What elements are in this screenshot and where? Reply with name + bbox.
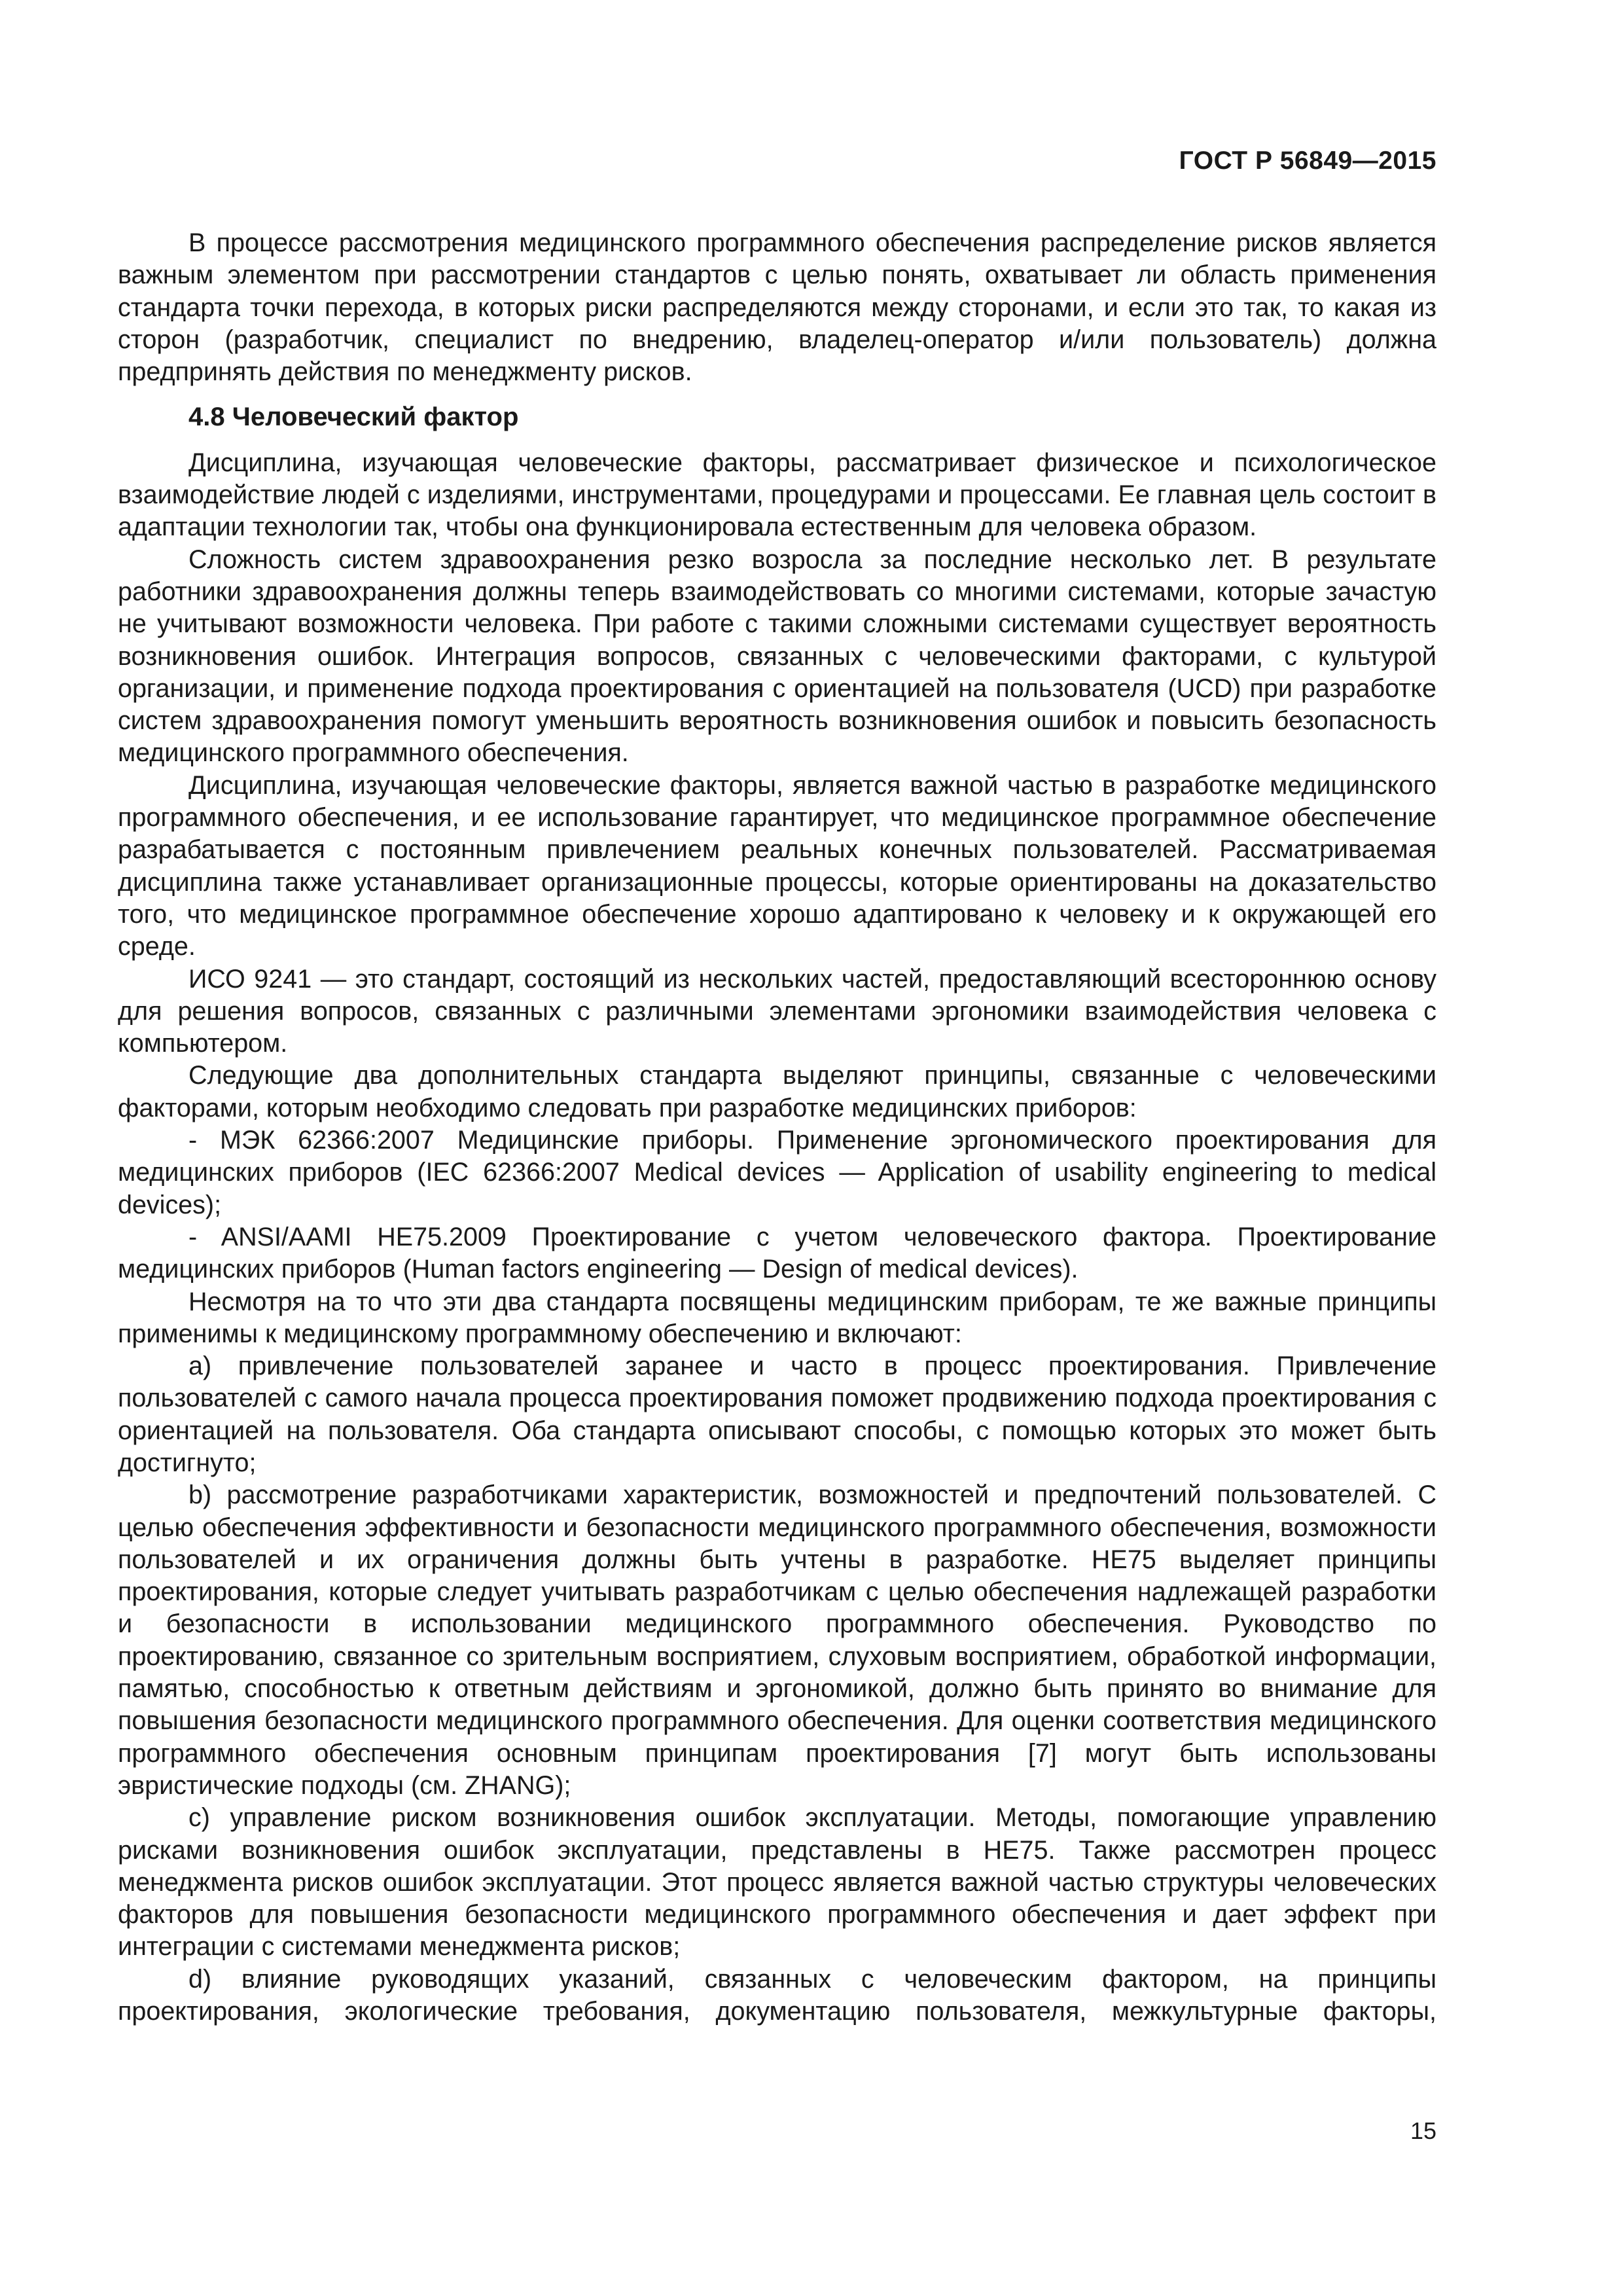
section-heading: 4.8 Человеческий фактор <box>188 403 519 432</box>
page-content <box>118 227 1436 2028</box>
intro-paragraph: В процессе рассмотрения медицинского программного обеспечения распределение рисков является важным элементом при рассмотрении стандартов с целью понять, охватывает ли область применения стандарта точки перехода, в которых риски распределяются между сторонами, и если это так, то какая из сторон (разработчик, специалист по внедрению, владелец-оператор и/или пользователь) должна предпринять действия по менеджменту рисков. <box>118 228 1436 387</box>
list-item-b-user-characteristics: b) рассмотрение разработчиками характеристик, возможностей и предпочтений пользователей. С целью обеспечения эффективности и безопасности медицинского программного обеспечения, возможности пользователей и их ограничения должны быть учтены в разработке. HE75 выделяет принципы проектирования, которые следует учитывать разработчикам с целью обеспечения надлежащей разработки и безопасности в использовании медицинского программного обеспечения. Руководство по проектированию, связанное со зрительным восприятием, слуховым восприятием, обработкой информации, памятью, способностью к ответным действиям и эргономикой, должно быть принято во внимание для повышения безопасности медицинского программного обеспечения. Для оценки соответствия медицинского программного обеспечения основным принципам проектирования [7] могут быть использованы эвристические подходы (см. ZHANG); <box>118 1480 1436 1800</box>
paragraph-healthcare-complexity: Сложность систем здравоохранения резко возросла за последние несколько лет. В результате работники здравоохранения должны теперь взаимодействовать со многими системами, которые зачастую не учитывают возможности человека. При работе с такими сложными системами существует вероятность возникновения ошибок. Интеграция вопросов, связанных с человеческими факторами, с культурой организации, и применение подхода проектирования с ориентацией на пользователя (UCD) при разработке систем здравоохранения помогут уменьшить вероятность возникновения ошибок и повысить безопасность медицинского программного обеспечения. <box>118 545 1436 768</box>
list-item-c-use-error-risk: c) управление риском возникновения ошибок эксплуатации. Методы, помогающие управлению рисками возникновения ошибок эксплуатации, представлены в HE75. Также рассмотрен процесс менеджмента рисков ошибок эксплуатации. Этот процесс является важной частью структуры человеческих факторов для повышения безопасности медицинского программного обеспечения и дает эффект при интеграции с системами менеджмента рисков; <box>118 1803 1436 1962</box>
page-number: 15 <box>1410 2117 1436 2144</box>
document-code-header: ГОСТ Р 56849—2015 <box>1179 147 1436 175</box>
list-item-d-guidance-influence: d) влияние руководящих указаний, связанных с человеческим фактором, на принципы проектирования, экологические требования, документацию пользователя, межкультурные факторы, <box>118 1964 1436 2026</box>
paragraph-additional-standards: Следующие два дополнительных стандарта выделяют принципы, связанные с человеческими факторами, которым необходимо следовать при разработке медицинских приборов: <box>118 1061 1436 1122</box>
paragraph-iso-9241: ИСО 9241 — это стандарт, состоящий из нескольких частей, предоставляющий всестороннюю основу для решения вопросов, связанных с различными элементами эргономики взаимодействия человека с компьютером. <box>118 964 1436 1058</box>
list-item-a-user-involvement: a) привлечение пользователей заранее и часто в процесс проектирования. Привлечение пользователей с самого начала процесса проектирования поможет продвижению подхода проектирования с ориентацией на пользователя. Оба стандарта описывают способы, с помощью которых это может быть достигнуто; <box>118 1352 1436 1477</box>
paragraph-principles-intro: Несмотря на то что эти два стандарта посвящены медицинским приборам, те же важные принципы применимы к медицинскому программному обеспечению и включают: <box>118 1287 1436 1348</box>
list-item-ansi-aami-he75: - ANSI/AAMI HE75.2009 Проектирование с учетом человеческого фактора. Проектирование медицинских приборов (Human factors engineering — Design of medical devices). <box>118 1222 1436 1284</box>
list-item-iec-62366: - МЭК 62366:2007 Медицинские приборы. Применение эргономического проектирования для медицинских приборов (IEC 62366:2007 Medical devices — Application of usability engineering to medical devices); <box>118 1126 1436 1219</box>
paragraph-discipline-importance: Дисциплина, изучающая человеческие факторы, является важной частью в разработке медицинского программного обеспечения, и ее использование гарантирует, что медицинское программное обеспечение разрабатывается с постоянным привлечением реальных конечных пользователей. Рассматриваемая дисциплина также устанавливает организационные процессы, которые ориентированы на доказательство того, что медицинское программное обеспечение хорошо адаптировано к человеку и к окружающей его среде. <box>118 770 1436 961</box>
paragraph-human-factors-definition: Дисциплина, изучающая человеческие факторы, рассматривает физическое и психологическое взаимодействие людей с изделиями, инструментами, процедурами и процессами. Ее главная цель состоит в адаптации технологии так, чтобы она функционировала естественным для человека образом. <box>118 448 1436 542</box>
